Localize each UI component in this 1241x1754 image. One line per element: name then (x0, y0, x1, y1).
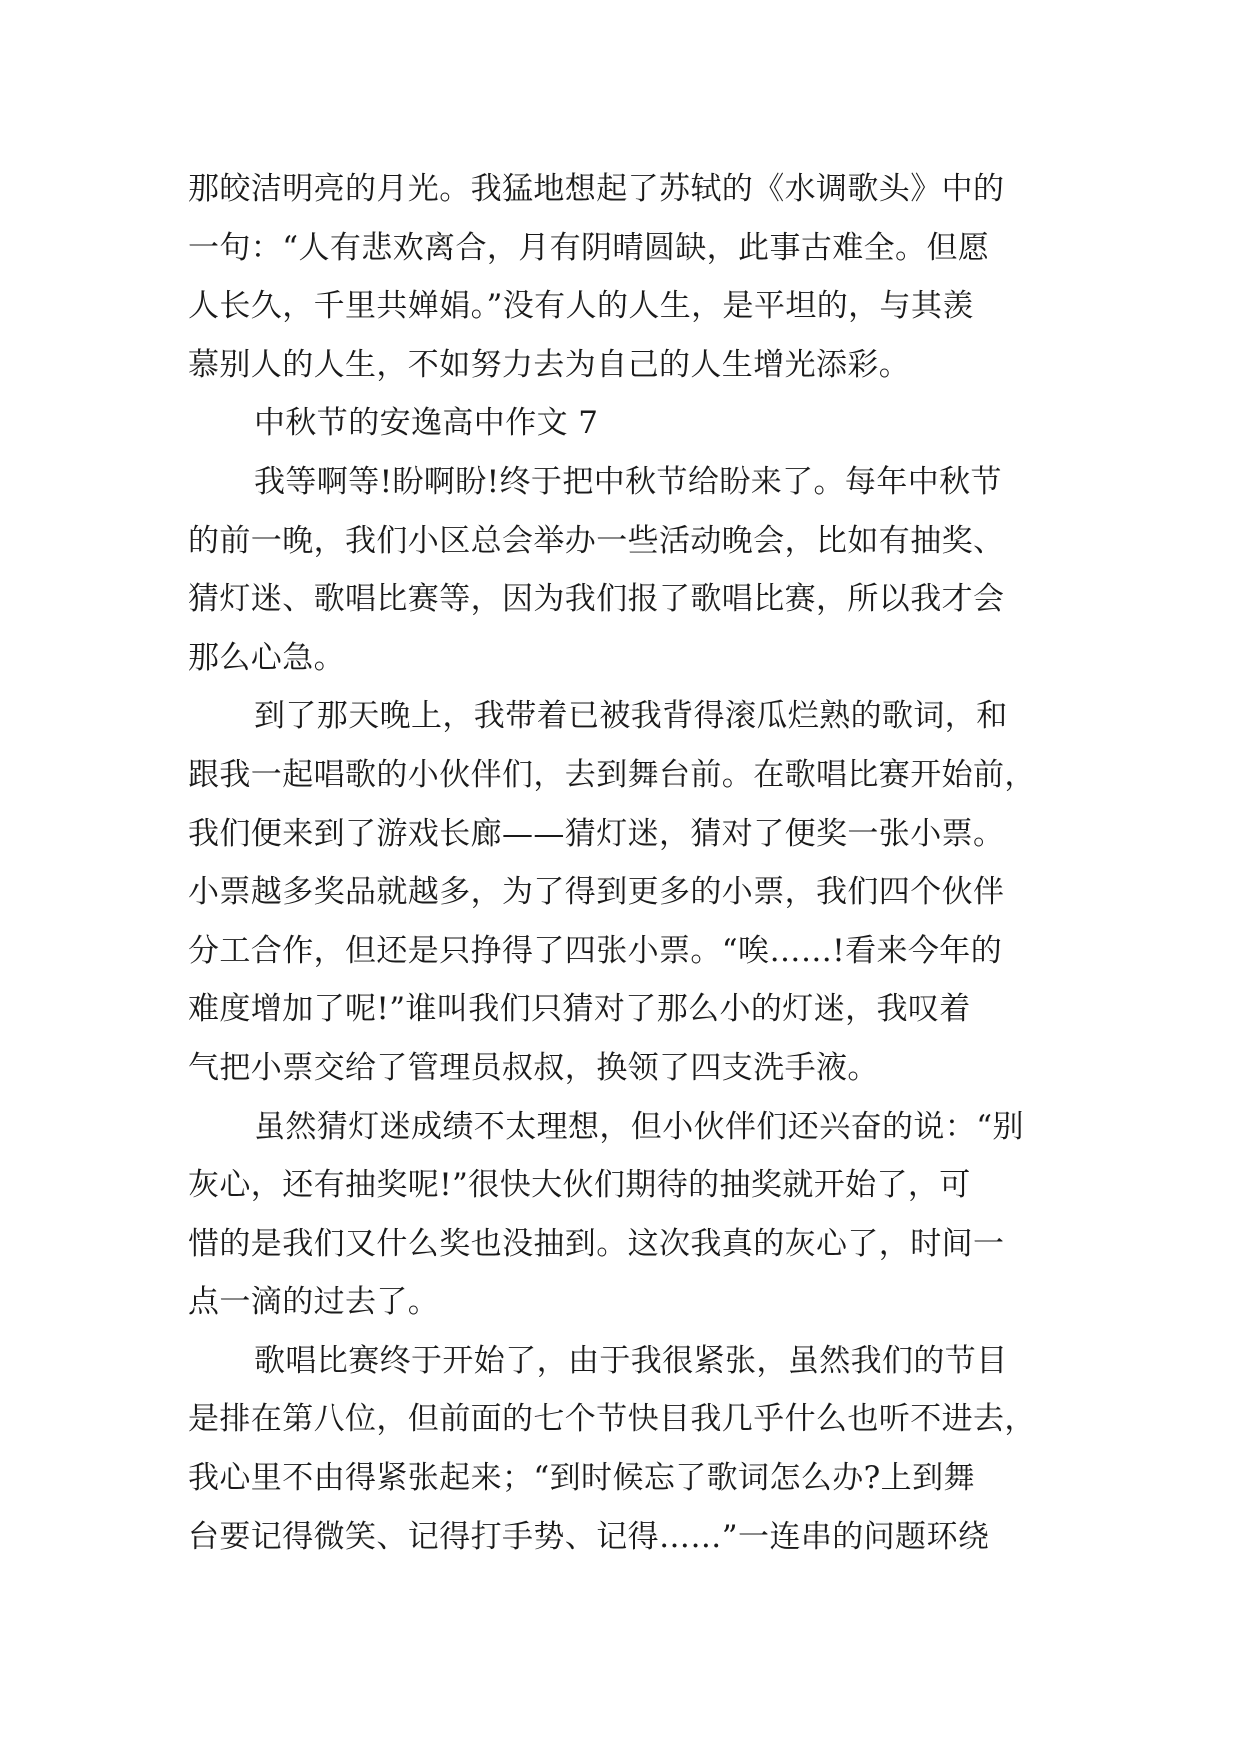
text-line: 灰心，还有抽奖呢!”很快大伙们期待的抽奖就开始了，可 (188, 1167, 971, 1204)
text-line: 我心里不由得紧张起来；“到时候忘了歌词怎么办?上到舞 (188, 1460, 975, 1497)
text-line: 那么心急。 (188, 639, 345, 676)
text-line: 小票越多奖品就越多，为了得到更多的小票，我们四个伙伴 (188, 874, 1005, 911)
text-line: 慕别人的人生，不如努力去为自己的人生增光添彩。 (188, 346, 911, 383)
text-line: 我等啊等!盼啊盼!终于把中秋节给盼来了。每年中秋节 (254, 463, 1002, 500)
text-line: 人长久，千里共婵娟。”没有人的人生，是平坦的，与其羡 (188, 288, 974, 325)
text-line: 虽然猜灯迷成绩不太理想，但小伙伴们还兴奋的说：“别 (254, 1108, 1024, 1145)
text-line: 我们便来到了游戏长廊——猜灯迷，猜对了便奖一张小票。 (188, 815, 1005, 852)
text-line: 一句：“人有悲欢离合，月有阴晴圆缺，此事古难全。但愿 (188, 229, 990, 266)
text-line: 惜的是我们又什么奖也没抽到。这次我真的灰心了，时间一 (188, 1225, 1005, 1262)
text-line: 猜灯迷、歌唱比赛等，因为我们报了歌唱比赛，所以我才会 (188, 581, 1005, 618)
text-line: 的前一晚，我们小区总会举办一些活动晚会，比如有抽奖、 (188, 522, 1005, 559)
text-line: 跟我一起唱歌的小伙伴们，去到舞台前。在歌唱比赛开始前， (188, 756, 1036, 793)
text-line: 难度增加了呢!”谁叫我们只猜对了那么小的灯迷，我叹着 (188, 991, 971, 1028)
text-line: 中秋节的安逸高中作文 7 (254, 405, 599, 442)
text-line: 是排在第八位，但前面的七个节快目我几乎什么也听不进去， (188, 1401, 1036, 1438)
text-line: 台要记得微笑、记得打手势、记得……”一连串的问题环绕 (188, 1518, 990, 1555)
text-line: 那皎洁明亮的月光。我猛地想起了苏轼的《水调歌头》中的 (188, 171, 1005, 207)
text-line: 到了那天晚上，我带着已被我背得滚瓜烂熟的歌词，和 (254, 698, 1008, 735)
text-line: 歌唱比赛终于开始了，由于我很紧张，虽然我们的节目 (254, 1342, 1008, 1379)
text-line: 气把小票交给了管理员叔叔，换领了四支洗手液。 (188, 1049, 879, 1086)
text-line: 分工合作，但还是只挣得了四张小票。“唉……!看来今年的 (188, 932, 1003, 969)
text-line: 点一滴的过去了。 (188, 1284, 440, 1321)
body-text (188, 160, 1068, 1566)
